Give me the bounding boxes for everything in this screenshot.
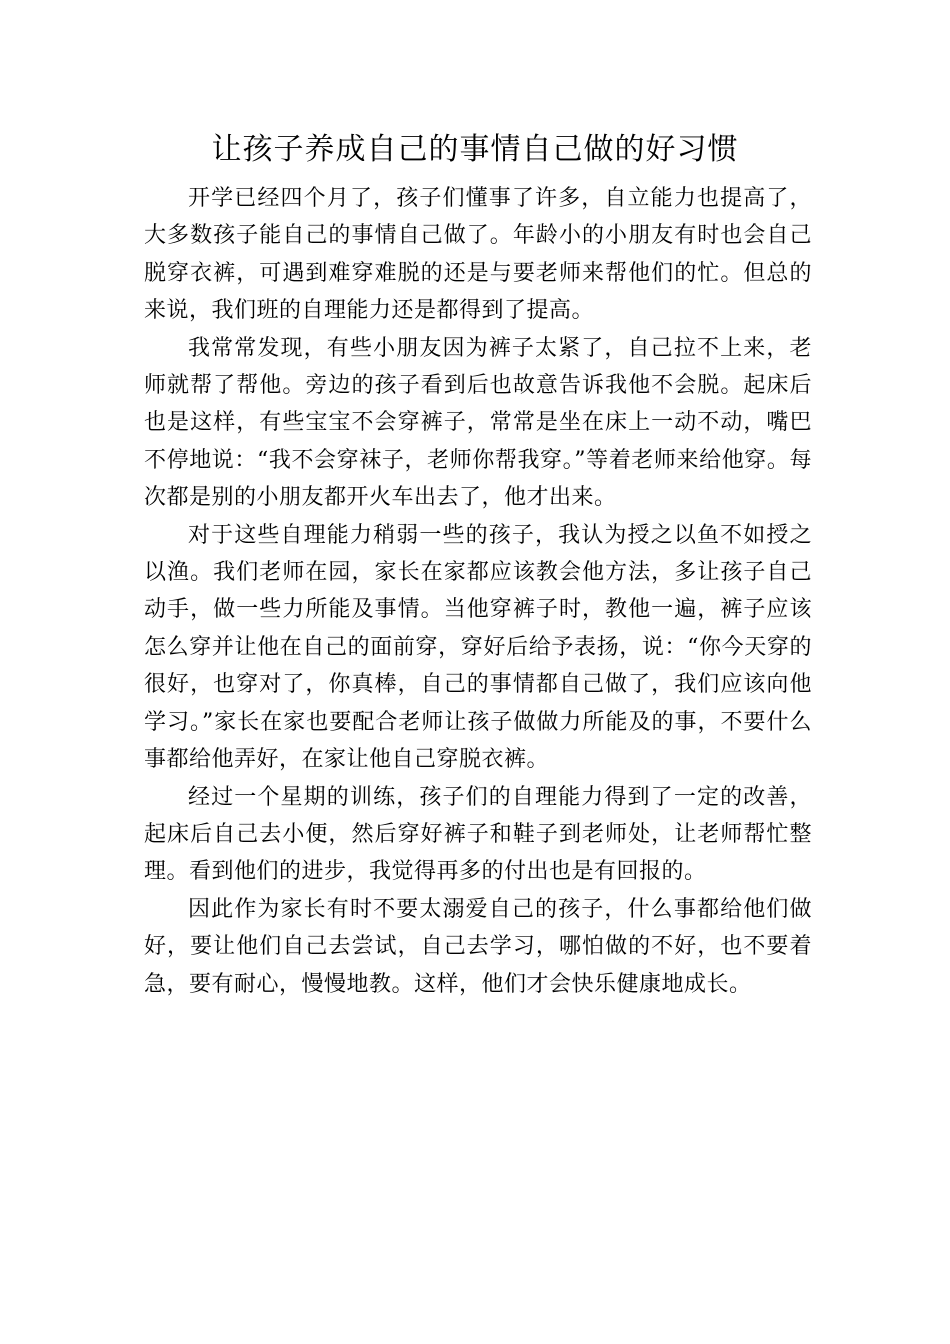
paragraph-2: 我常常发现，有些小朋友因为裤子太紧了，自己拉不上来，老师就帮了帮他。旁边的孩子看到后也故意告诉我他不会脱。起床后也是这样，有些宝宝不会穿裤子，常常是坐在床上一动不动，嘴巴不停地说：“我不会穿袜子，老师你帮我穿。”等着老师来给他穿。每次都是别的小朋友都开火车出去了，他才出来。 [144,335,812,511]
document-body [144,180,812,1003]
paragraph-5: 因此作为家长有时不要太溺爱自己的孩子，什么事都给他们做好，要让他们自己去尝试，自己去学习，哪怕做的不好，也不要着急，要有耐心，慢慢地教。这样，他们才会快乐健康地成长。 [144,896,812,997]
paragraph-4: 经过一个星期的训练，孩子们的自理能力得到了一定的改善，起床后自己去小便，然后穿好裤子和鞋子到老师处，让老师帮忙整理。看到他们的进步，我觉得再多的付出也是有回报的。 [144,784,812,885]
paragraph-1: 开学已经四个月了，孩子们懂事了许多，自立能力也提高了，大多数孩子能自己的事情自己做了。年龄小的小朋友有时也会自己脱穿衣裤，可遇到难穿难脱的还是与要老师来帮他们的忙。但总的来说，我们班的自理能力还是都得到了提高。 [144,186,812,324]
document-title: 让孩子养成自己的事情自己做的好习惯 [211,132,739,167]
paragraph-3: 对于这些自理能力稍弱一些的孩子，我认为授之以鱼不如授之以渔。我们老师在园，家长在家都应该教会他方法，多让孩子自己动手，做一些力所能及事情。当他穿裤子时，教他一遍，裤子应该怎么穿并让他在自己的面前穿，穿好后给予表扬，说：“你今天穿的很好，也穿对了，你真棒，自己的事情都自己做了，我们应该向他学习。”家长在家也要配合老师让孩子做做力所能及的事，不要什么事都给他弄好，在家让他自己穿脱衣裤。 [144,522,812,773]
